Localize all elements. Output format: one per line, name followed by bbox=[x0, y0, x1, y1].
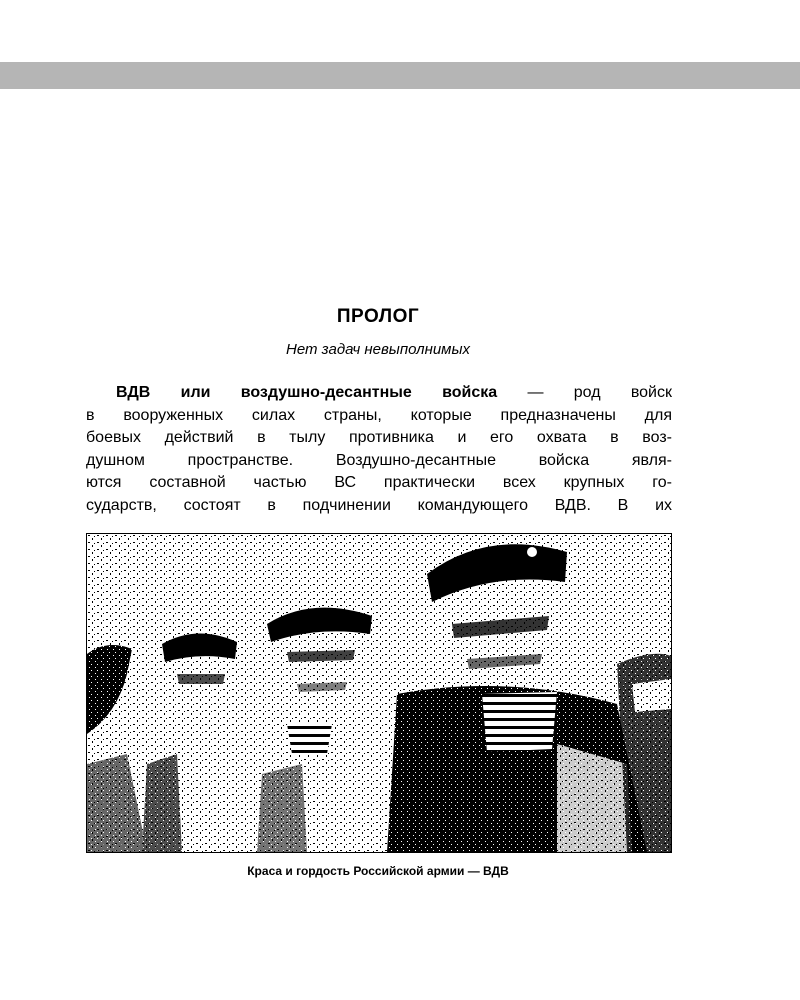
photo-caption: Краса и гордость Российской армии — ВДВ bbox=[247, 864, 509, 878]
body-line: ВДВ или воздушно-десантные войска — род войск bbox=[116, 384, 672, 401]
chapter-title: ПРОЛОГ bbox=[336, 306, 420, 327]
body-paragraph bbox=[86, 382, 672, 518]
epigraph: Нет задач невыполнимых bbox=[286, 341, 470, 358]
body-line: ются составной частью ВС практически всех крупных го- bbox=[86, 474, 672, 492]
bold-term: ВДВ или воздушно-десантные войска bbox=[116, 384, 498, 401]
photo-paratroopers bbox=[86, 533, 672, 853]
body-line: в вооруженных силах страны, которые предназначены для bbox=[86, 406, 672, 424]
body-line: боевых действий в тылу противника и его охвата в воз- bbox=[86, 429, 672, 447]
body-line: сударств, состоят в подчинении командующего ВДВ. В их bbox=[86, 496, 672, 514]
photo-illustration bbox=[87, 534, 671, 852]
body-line: душном пространстве. Воздушно-десантные войска явля- bbox=[86, 451, 672, 469]
top-gray-band bbox=[0, 62, 800, 89]
